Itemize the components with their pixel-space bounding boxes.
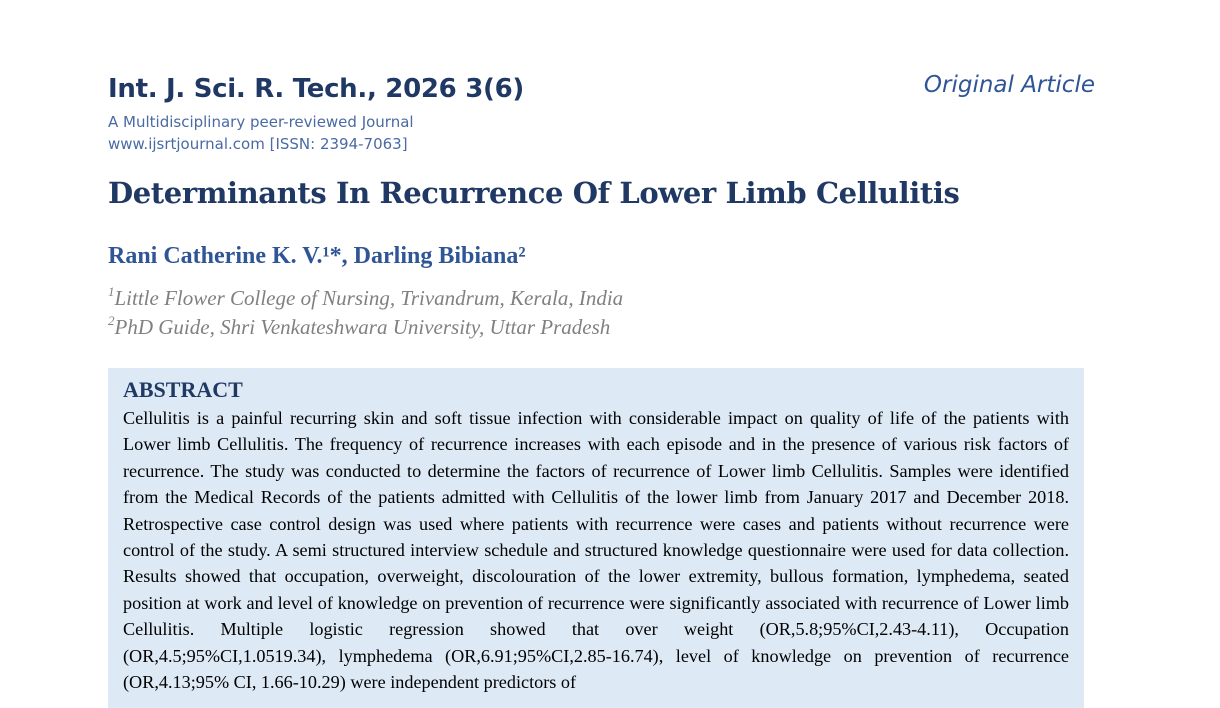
affiliation-number: 2 bbox=[108, 313, 115, 328]
affiliation-2 bbox=[108, 315, 610, 340]
affiliation-number: 1 bbox=[108, 284, 115, 299]
abstract-heading: ABSTRACT bbox=[123, 377, 243, 402]
journal-title: Int. J. Sci. R. Tech., 2026 3(6) bbox=[108, 74, 524, 104]
affiliation-1 bbox=[108, 286, 623, 311]
author-list: Rani Catherine K. V.¹*, Darling Bibiana² bbox=[108, 243, 526, 269]
affiliation-text: PhD Guide, Shri Venkateshwara University, Uttar Pradesh bbox=[114, 315, 611, 339]
article-type-label: Original Article bbox=[923, 72, 1095, 98]
abstract-text: Cellulitis is a painful recurring skin and soft tissue infection with considerable impact on quality of life of the patients with Lower limb Cellulitis. The frequency of recurrence increases with each episode and in the presence of various risk factors of recurrence. The study was conducted to determine the factors of recurrence of Lower limb Cellulitis. Samples were identified from the Medical Records of the patients admitted with Cellulitis of the lower limb from January 2017 and December 2018. Retrospective case control design was used where patients with recurrence were cases and patients without recurrence were control of the study. A semi structured interview schedule and structured knowledge questionnaire were used for data collection. Results showed that occupation, overweight, discolouration of the lower extremity, bullous formation, lymphedema, seated position at work and level of knowledge on prevention of recurrence were significantly associated with recurrence of Lower limb Cellulitis. Multiple logistic regression showed that over weight (OR,5.8;95%CI,2.43-4.11), Occupation (OR,4.5;95%CI,1.0519.34), lymphedema (OR,6.91;95%CI,2.85-16.74), level of knowledge on prevention of recurrence (OR,4.13;95% CI, 1.66-10.29) were independent predictors of bbox=[123, 408, 1069, 693]
journal-url[interactable]: www.ijsrtjournal.com [ISSN: 2394-7063] bbox=[108, 135, 408, 153]
journal-subtitle: A Multidisciplinary peer-reviewed Journal bbox=[108, 113, 414, 131]
affiliation-text: Little Flower College of Nursing, Trivandrum, Kerala, India bbox=[114, 286, 624, 310]
paper-title: Determinants In Recurrence Of Lower Limb Cellulitis bbox=[108, 176, 960, 210]
abstract-section bbox=[108, 368, 1084, 708]
